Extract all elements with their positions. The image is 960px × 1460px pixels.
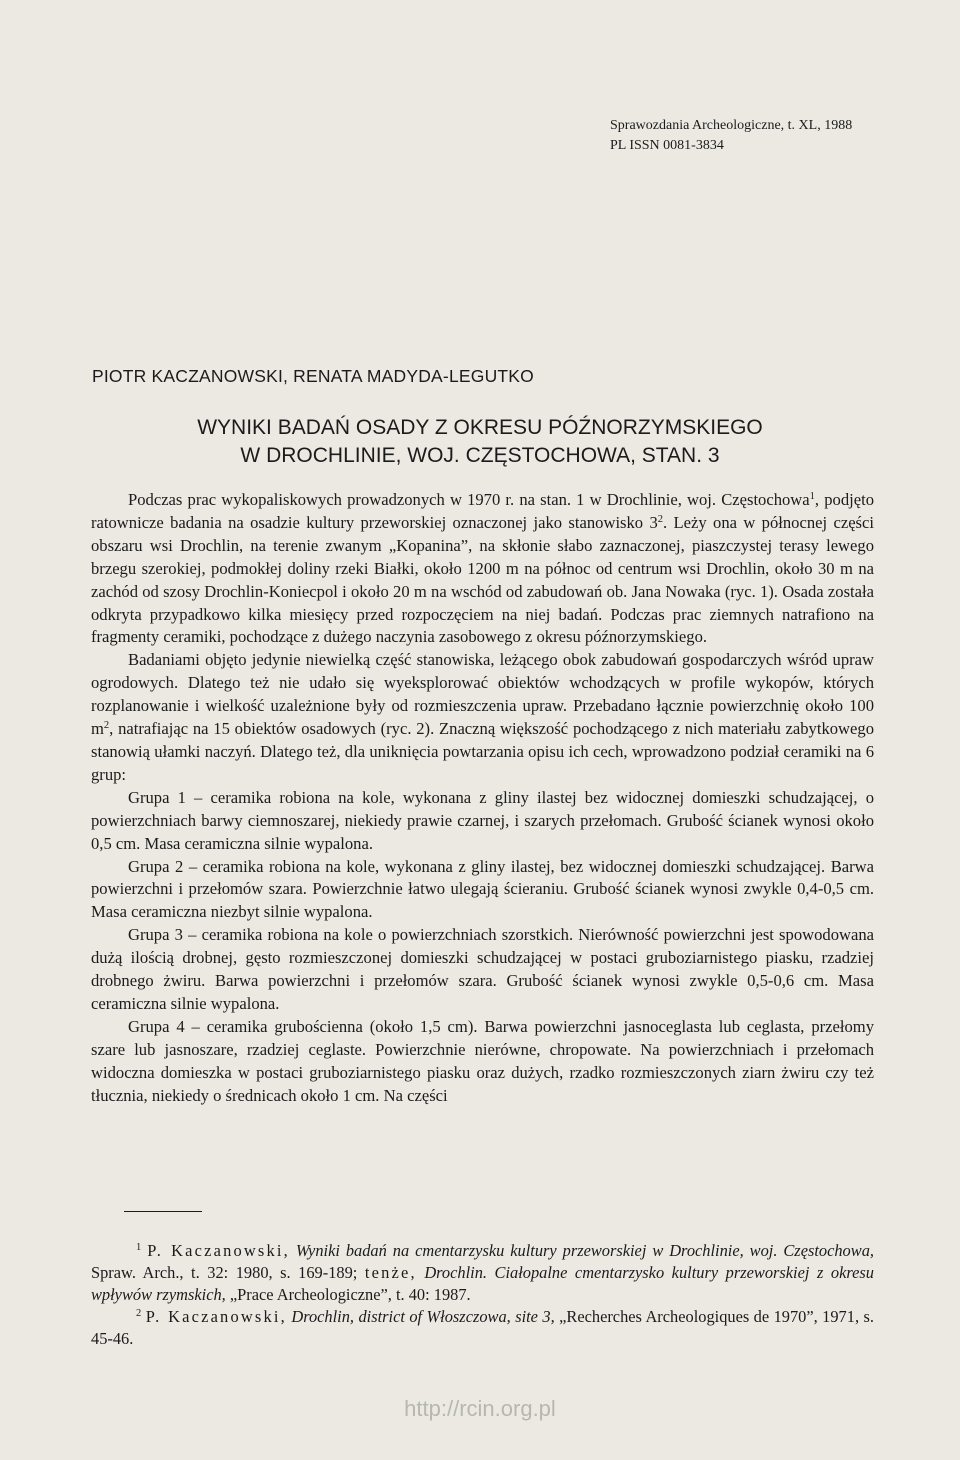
paragraph-group-1: Grupa 1 – ceramika robiona na kole, wykonana z gliny ilastej bez widocznej domieszki schudzającej, o powierzchniach barwy ciemnoszarej, niekiedy prawie czarnej, i szarych przełomach. Grubość ścianek wynosi około 0,5 cm. Masa ceramiczna silnie wypalona. [91,787,874,853]
footnote-1-author: P. Kaczanowski, [147,1241,290,1260]
footnote-2-author: P. Kaczanowski, [145,1307,287,1326]
footnote-1-tenze: tenże, [364,1263,417,1282]
paragraph-2-text-a: Badaniami objęto jedynie niewielką część stanowiska, leżącego obok zabudowań gospodarczych wśród upraw ogrodowych. Dlatego też nie udało się wyeksplorować obiektów wchodzących w profile wykopów, których rozplanowanie i wielkość uzależnione były od rozmieszczenia upraw. Przebadano łącznie powierzchnię około 100 m [91,650,874,739]
footnote-1-title: Wyniki badań na cmentarzysku kultury przeworskiej w Drochlinie, woj. Częstochowa, [295,1241,874,1260]
paragraph-2 [91,649,874,786]
footnotes [91,1240,874,1350]
title-line-2: W DROCHLINIE, WOJ. CZĘSTOCHOWA, STAN. 3 [240,444,720,467]
superscript-2: 2 [103,720,110,732]
footnote-1 [91,1240,874,1306]
paragraph-1-text-a: Podczas prac wykopaliskowych prowadzonych w 1970 r. na stan. 1 w Drochlinie, woj. Częstochowa [128,490,810,509]
article-title [0,414,960,470]
title-line-1: WYNIKI BADAŃ OSADY Z OKRESU PÓŹNORZYMSKIEGO [197,416,763,439]
article-body [91,489,874,1107]
footnote-2 [91,1306,874,1350]
paragraph-1-text-c: . Leży ona w północnej części obszaru wsi Drochlin, na terenie zwanym „Kopanina”, na skłonie słabo zaznaczonej, piaszczystej terasy lewego brzegu szerokiej, podmokłej doliny rzeki Białki, około 1200 m na północ od centrum wsi Drochlin, około 30 m na zachód od szosy Drochlin-Koniecpol i około 20 m na wschód od zabudowań ob. Jana Nowaka (ryc. 1). Osada została odkryta przypadkowo kilka miesięcy przed rozpoczęciem na niej badań. Podczas prac ziemnych natrafiono na fragmenty ceramiki, pochodzące z dużego naczynia zasobowego z okresu późnorzymskiego. [91,512,874,647]
footnote-ref-1[interactable]: 1 [809,491,815,502]
footnote-ref-2[interactable]: 2 [657,513,664,525]
paragraph-1 [91,489,874,649]
journal-reference [610,116,852,156]
footnote-1-title-2: Drochlin. Ciałopalne cmentarzysko kultury przeworskiej z okresu wpływów rzymskich, [91,1263,874,1304]
journal-citation: Sprawozdania Archeologiczne, t. XL, 1988 [610,118,853,133]
footnote-2-reference: „Recherches Archeologiques de 1970”, 1971, s. 45-46. [91,1307,874,1348]
footnote-2-number: 2 [136,1308,142,1319]
paragraph-group-4: Grupa 4 – ceramika grubościenna (około 1,5 cm). Barwa powierzchni jasnoceglasta lub ceglasta, przełomy szare lub jasnoszare, rzadziej ceglaste. Powierzchnie nierówne, chropowate. Na powierzchniach i przełomach widoczna domieszka w postaci gruboziarnistego piasku oraz dużych, rzadko rozmieszczonych ziarn żwiru czy też tłucznia, niekiedy o średnicach około 1 cm. Na części [91,1016,874,1105]
article-authors: PIOTR KACZANOWSKI, RENATA MADYDA-LEGUTKO [92,366,534,386]
footnote-1-reference-2: „Prace Archeologiczne”, t. 40: 1987. [229,1285,471,1304]
paragraph-group-3: Grupa 3 – ceramika robiona na kole o powierzchniach szorstkich. Nierówność powierzchni jest spowodowana dużą ilością drobnej, gęsto rozmieszczonej domieszki schudzającej w postaci gruboziarnistego piasku, rzadziej drobnego żwiru. Barwa powierzchni i przełomów szara. Grubość ścianek wynosi zwykle 0,5-0,6 cm. Masa ceramiczna silnie wypalona. [91,925,874,1013]
paragraph-group-2: Grupa 2 – ceramika robiona na kole, wykonana z gliny ilastej, bez widocznej domieszki schudzającej. Barwa powierzchni i przełomów szara. Powierzchnie łatwo ulegają ścieraniu. Grubość ścianek wynosi zwykle 0,4-0,5 cm. Masa ceramiczna niezbyt silnie wypalona. [91,856,874,922]
paragraph-2-text-b: , natrafiając na 15 obiektów osadowych (ryc. 2). Znaczną większość pochodzącego z nich materiału zabytkowego stanowią ułamki naczyń. Dlatego też, dla uniknięcia powtarzania opisu ich cech, wprowadzono podział ceramiki na 6 grup: [91,719,874,784]
footnote-1-reference: Spraw. Arch., t. 32: 1980, s. 169-189; [91,1263,358,1282]
footnote-2-title: Drochlin, district of Włoszczowa, site 3, [291,1307,555,1326]
source-watermark: http://rcin.org.pl [404,1396,556,1421]
issn: PL ISSN 0081-3834 [610,138,724,153]
paragraph-1-text-b: , podjęto ratownicze badania na osadzie kultury przeworskiej oznaczonej jako stanowisko 3 [91,490,874,532]
footnote-divider [124,1211,202,1212]
footnote-1-number: 1 [136,1242,142,1253]
